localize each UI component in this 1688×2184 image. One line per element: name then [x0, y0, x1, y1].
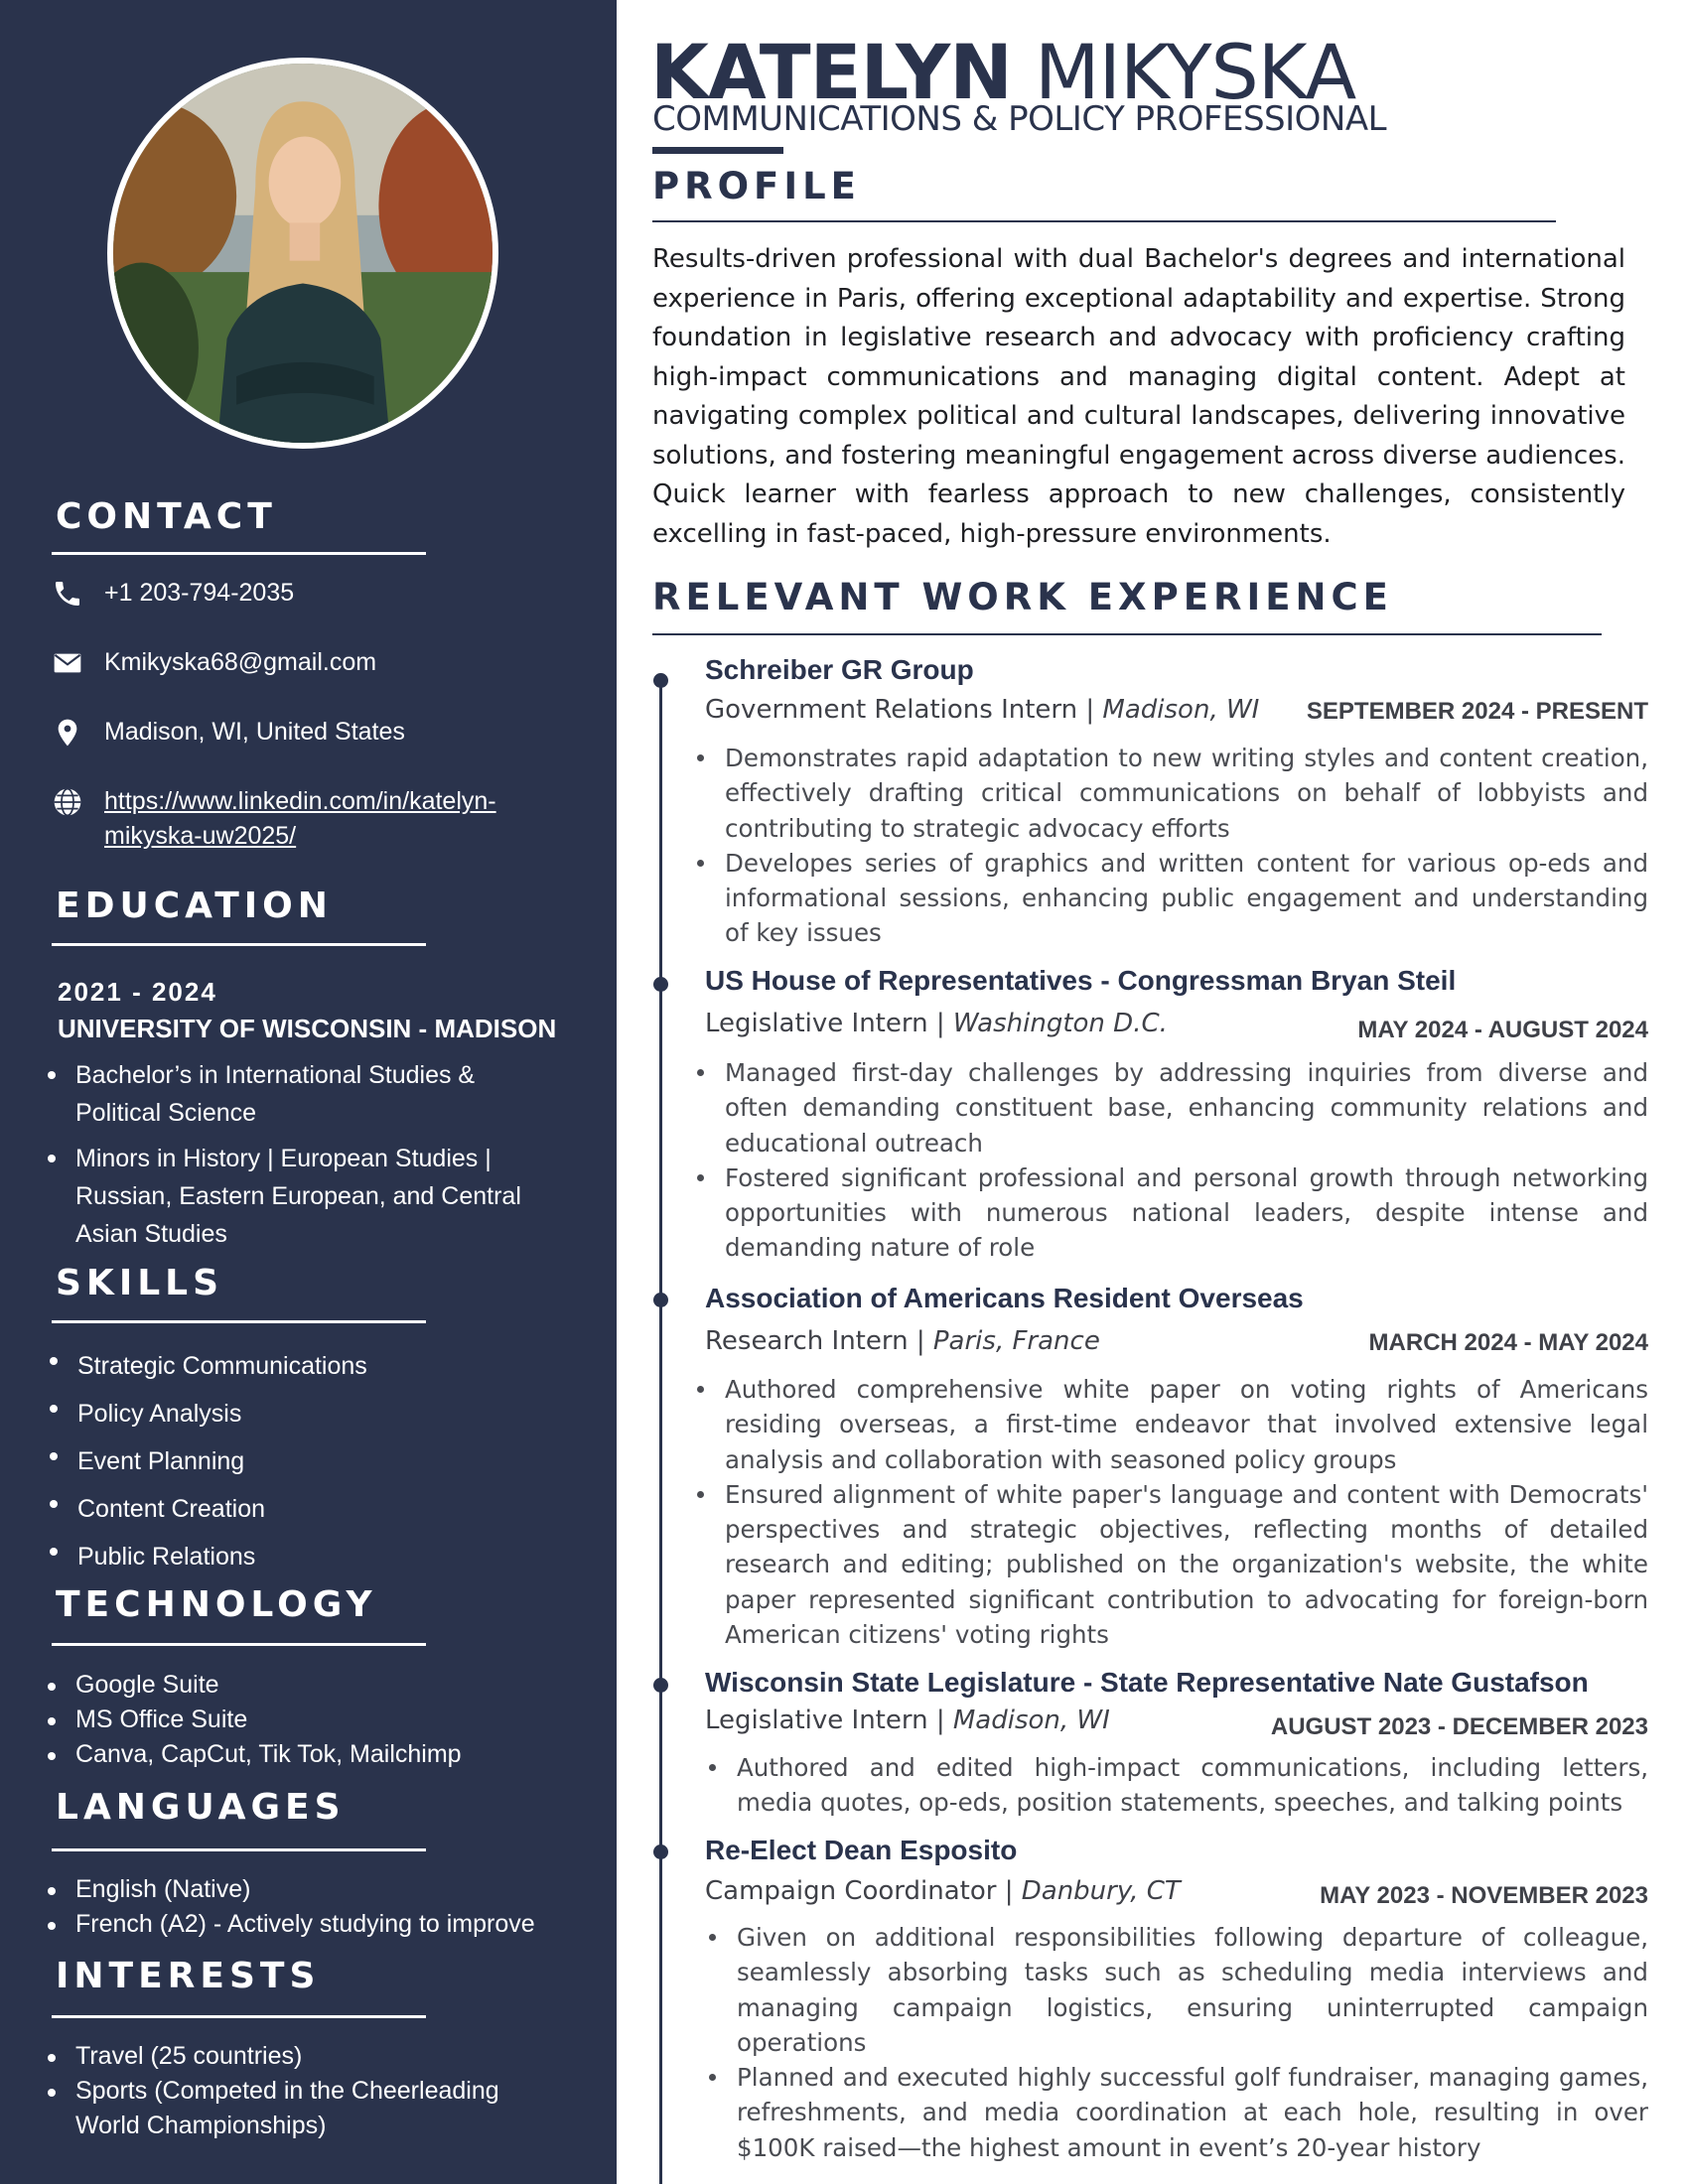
- job-bullet: Authored comprehensive white paper on voting rights of Americans residing overseas, a first-time endeavor that involved extensive legal analysis and collaboration with seasoned policy groups: [695, 1372, 1648, 1477]
- timeline-dot: [653, 1678, 668, 1693]
- job-location: Madison, WI: [1102, 695, 1260, 725]
- contact-heading: CONTACT: [56, 496, 277, 537]
- job-bullets: [695, 1372, 1648, 1652]
- education-divider: [52, 943, 426, 946]
- job-bullets: [707, 1750, 1648, 1821]
- timeline-dot: [653, 977, 668, 992]
- job-location: Madison, WI: [952, 1706, 1110, 1735]
- email-address[interactable]: Kmikyska68@gmail.com: [104, 648, 377, 676]
- interest-item: Sports (Competed in the Cheerleading World Championships): [48, 2074, 499, 2143]
- interest-item: Travel (25 countries): [48, 2039, 499, 2074]
- job-location: Washington D.C.: [952, 1009, 1168, 1038]
- technology-heading: TECHNOLOGY: [56, 1584, 377, 1625]
- job-title: Government Relations Intern: [705, 695, 1078, 725]
- job-dates: MAY 2024 - AUGUST 2024: [1357, 1017, 1648, 1043]
- job-dates: AUGUST 2023 - DECEMBER 2023: [1270, 1713, 1648, 1740]
- profile-heading: PROFILE: [652, 165, 861, 207]
- skills-divider: [52, 1320, 426, 1323]
- profile-summary: Results-driven professional with dual Bachelor's degrees and international experience in Paris, offering exceptional adaptability and expertise. Strong foundation in legislative research and advocacy with proficiency crafting high-impact communications and managing digital content. Adept at navigating complex political and cultural landscapes, delivering innovative solutions, and fostering meaningful engagement across diverse audiences. Quick learner with fearless approach to new challenges, consistently excelling in fast-paced, high-pressure environments.: [652, 244, 1625, 549]
- job-role: Campaign Coordinator | Danbury, CT: [705, 1876, 1181, 1906]
- linkedin-link-line1[interactable]: https://www.linkedin.com/in/katelyn-: [104, 787, 496, 815]
- language-item: French (A2) - Actively studying to improve: [48, 1907, 535, 1942]
- job-company: Re-Elect Dean Esposito: [705, 1835, 1018, 1865]
- job-company: US House of Representatives - Congressman Bryan Steil: [705, 965, 1457, 996]
- job-role: Legislative Intern | Washington D.C.: [705, 1009, 1168, 1038]
- job-company: Schreiber GR Group: [705, 654, 974, 685]
- job-title: Research Intern: [705, 1326, 909, 1356]
- job-bullet: Planned and executed highly successful golf fundraiser, managing games, refreshments, and media coordination at each hole, resulting in over $100K raised—the highest amount in event’s 20-year history: [707, 2060, 1648, 2165]
- technology-divider: [52, 1643, 426, 1646]
- technology-list: [48, 1668, 462, 1772]
- job-dates: SEPTEMBER 2024 - PRESENT: [1306, 698, 1648, 725]
- interests-heading: INTERESTS: [56, 1956, 321, 1996]
- job-title: Campaign Coordinator: [705, 1876, 997, 1906]
- education-heading: EDUCATION: [56, 886, 333, 926]
- job-bullet: Given on additional responsibilities following departure of colleague, seamlessly absorbing tasks such as scheduling media interviews and managing campaign logistics, ensuring uninterrupted campaign operations: [707, 1920, 1648, 2060]
- job-role: Research Intern | Paris, France: [705, 1326, 1100, 1356]
- job-bullet: Fostered significant professional and personal growth through networking opportunities with numerous national leaders, despite intense and demanding nature of role: [695, 1160, 1648, 1266]
- interests-list: [48, 2039, 499, 2143]
- education-years: 2021 - 2024: [58, 977, 217, 1007]
- job-title: Legislative Intern: [705, 1706, 928, 1735]
- language-item: English (Native): [48, 1872, 535, 1907]
- email-icon: [52, 647, 83, 679]
- globe-icon: [52, 786, 83, 818]
- job-dates: MARCH 2024 - MAY 2024: [1368, 1329, 1648, 1356]
- job-bullets: [695, 1055, 1648, 1266]
- education-item: Bachelor’s in International Studies & Political Science: [48, 1056, 521, 1132]
- contact-divider: [52, 552, 426, 555]
- profile-divider: [652, 220, 1556, 222]
- experience-divider: [652, 633, 1602, 635]
- job-company: Association of Americans Resident Overseas: [705, 1283, 1304, 1313]
- job-bullets: [695, 741, 1648, 951]
- last-name: MIKYSKA: [1034, 28, 1356, 116]
- skill-item: Event Planning: [50, 1437, 367, 1485]
- job-location: Danbury, CT: [1021, 1876, 1181, 1906]
- skill-item: Public Relations: [50, 1533, 367, 1580]
- job-bullet: Managed first-day challenges by addressing inquiries from diverse and often demanding constituent base, enhancing community relations and educational outreach: [695, 1055, 1648, 1160]
- technology-item: MS Office Suite: [48, 1703, 462, 1737]
- job-location: Paris, France: [932, 1326, 1100, 1356]
- portrait-image: [113, 64, 492, 443]
- job-bullet: Ensured alignment of white paper's language and content with Democrats' perspectives and strategic objectives, reflecting months of detailed research and editing; published on the organization's website, the white paper represented significant contribution to advocating for foreign-born American citizens' voting rights: [695, 1477, 1648, 1652]
- first-name: KATELYN: [650, 28, 1012, 116]
- skill-item: Strategic Communications: [50, 1342, 367, 1390]
- job-bullet: Developes series of graphics and written content for various op-eds and informational sessions, enhancing public engagement and understanding of key issues: [695, 846, 1648, 951]
- phone-number[interactable]: +1 203-794-2035: [104, 579, 295, 607]
- location-pin-icon: [52, 717, 83, 749]
- job-role: Government Relations Intern | Madison, WI: [705, 695, 1260, 725]
- interests-divider: [52, 2015, 426, 2018]
- education-list: [48, 1056, 521, 1253]
- experience-heading: RELEVANT WORK EXPERIENCE: [652, 576, 1393, 618]
- professional-title: COMMUNICATIONS & POLICY PROFESSIONAL: [652, 99, 1387, 139]
- skills-list: [50, 1342, 367, 1580]
- job-company: Wisconsin State Legislature - State Representative Nate Gustafson: [705, 1667, 1589, 1698]
- skills-heading: SKILLS: [56, 1263, 224, 1303]
- job-role: Legislative Intern | Madison, WI: [705, 1706, 1110, 1735]
- job-bullet: Demonstrates rapid adaptation to new writing styles and content creation, effectively drafting critical communications on behalf of lobbyists and contributing to strategic advocacy efforts: [695, 741, 1648, 846]
- title-accent-bar: [652, 147, 783, 154]
- sidebar: [0, 0, 617, 2184]
- languages-list: [48, 1872, 535, 1942]
- technology-item: Canva, CapCut, Tik Tok, Mailchimp: [48, 1737, 462, 1772]
- experience-timeline: [659, 675, 662, 2184]
- technology-item: Google Suite: [48, 1668, 462, 1703]
- education-item: Minors in History | European Studies | Russian, Eastern European, and Central Asian Studies: [48, 1140, 521, 1253]
- linkedin-link-line2[interactable]: mikyska-uw2025/: [104, 822, 297, 850]
- education-school: UNIVERSITY OF WISCONSIN - MADISON: [58, 1014, 557, 1043]
- location-text: Madison, WI, United States: [104, 718, 405, 746]
- linkedin-link[interactable]: [104, 784, 496, 854]
- phone-icon: [52, 578, 83, 610]
- languages-divider: [52, 1848, 426, 1851]
- languages-heading: LANGUAGES: [56, 1787, 346, 1828]
- skill-item: Content Creation: [50, 1485, 367, 1533]
- job-title: Legislative Intern: [705, 1009, 928, 1038]
- skill-item: Policy Analysis: [50, 1390, 367, 1437]
- timeline-dot: [653, 673, 668, 688]
- job-dates: MAY 2023 - NOVEMBER 2023: [1320, 1882, 1648, 1909]
- profile-photo: [107, 58, 498, 449]
- job-bullets: [707, 1920, 1648, 2165]
- job-bullet: Authored and edited high-impact communications, including letters, media quotes, op-eds, position statements, speeches, and talking points: [707, 1750, 1648, 1821]
- timeline-dot: [653, 1293, 668, 1307]
- timeline-dot: [653, 1844, 668, 1859]
